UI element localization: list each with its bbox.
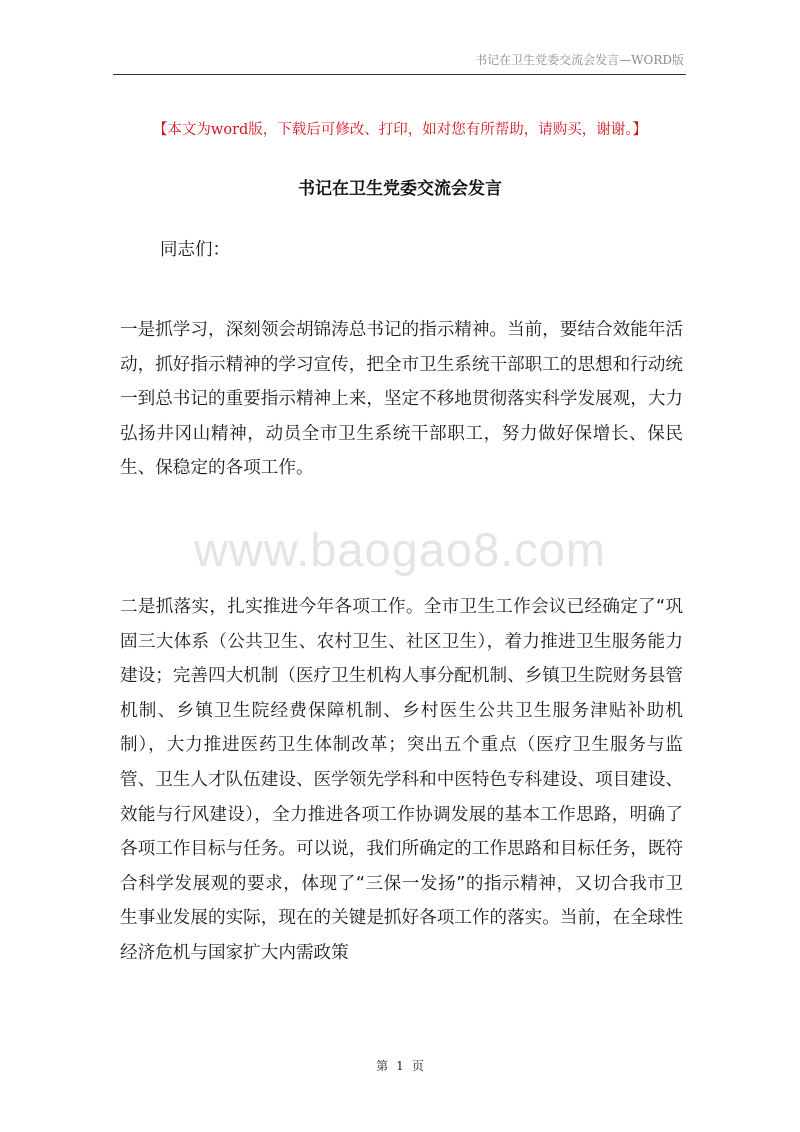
page-number-prefix: 第 <box>376 1059 389 1073</box>
document-title: 书记在卫生党委交流会发言 <box>298 179 502 199</box>
page-footer <box>0 1057 800 1074</box>
paragraph-1: 一是抓学习，深刻领会胡锦涛总书记的指示精神。当前，要结合效能年活动，抓好指示精神的学习宣传，把全市卫生系统干部职工的思想和行动统一到总书记的重要指示精神上来，坚定不移地贯彻落实科学发展观，大力弘扬井冈山精神，动员全市卫生系统干部职工，努力做好保增长、保民生、保稳定的各项工作。 <box>120 320 684 479</box>
running-header: 书记在卫生党委交流会发言—WORD版 <box>475 53 684 67</box>
watermark-text: www.baogao8.com <box>193 523 607 576</box>
page-number: 1 <box>396 1059 404 1073</box>
paragraph-2: 二是抓落实，扎实推进今年各项工作。全市卫生工作会议已经确定了“巩固三大体系（公共卫生、农村卫生、社区卫生），着力推进卫生服务能力建设；完善四大机制（医疗卫生机构人事分配机制、乡镇卫生院财务县管机制、乡镇卫生院经费保障机制、乡村医生公共卫生服务津贴补助机制），大力推进医药卫生体制改革；突出五个重点（医疗卫生服务与监管、卫生人才队伍建设、医学领先学科和中医特色专科建设、项目建设、效能与行风建设），全力推进各项工作协调发展的基本工作思路，明确了各项工作目标与任务。可以说，我们所确定的工作思路和目标任务，既符合科学发展观的要求，体现了“三保一发扬”的指示精神，又切合我市卫生事业发展的实际，现在的关键是抓好各项工作的落实。当前，在全球性经济危机与国家扩大内需政策 <box>120 597 684 963</box>
header-divider <box>113 74 686 75</box>
page-number-suffix: 页 <box>411 1059 424 1073</box>
purchase-notice: 【本文为word版，下载后可修改、打印，如对您有所帮助，请购买，谢谢。】 <box>152 122 648 138</box>
greeting: 同志们： <box>160 240 230 260</box>
